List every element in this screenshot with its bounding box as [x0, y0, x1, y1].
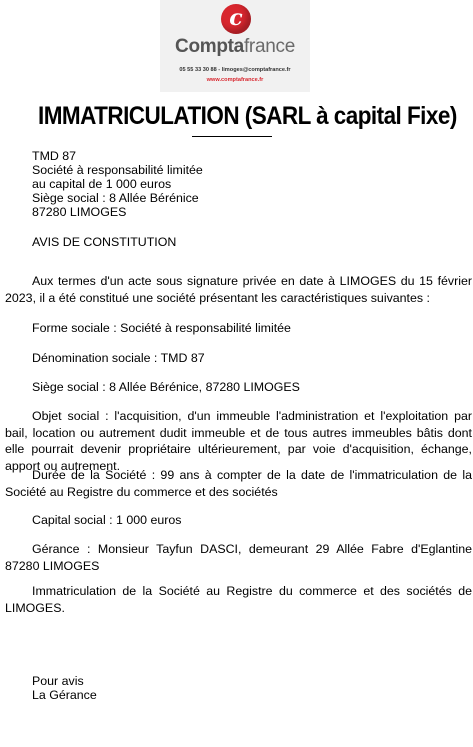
notice-heading: AVIS DE CONSTITUTION — [32, 235, 177, 249]
company-address: Siège social : 8 Allée Bérénice — [32, 191, 199, 205]
page-title: IMMATRICULATION (SARL à capital Fixe) — [38, 102, 457, 130]
paragraph-objet: Objet social : l'acquisition, d'un immeuble l'administration et l'exploitation par bail, location ou autrement dudit immeuble et de tous autres immeubles bâtis dont elle pourrait devenir propriétaire ultérieurement, par voie d'acquisition, échange, apport ou autrement. — [5, 409, 472, 473]
paragraph-denomination: Dénomination sociale : TMD 87 — [32, 351, 205, 365]
signature-gerance: La Gérance — [32, 688, 97, 702]
contact-line: 05 55 33 30 88 - limoges@comptafrance.fr — [179, 67, 291, 73]
company-form: Société à responsabilité limitée — [32, 163, 203, 177]
paragraph-duree: Durée de la Société : 99 ans à compter de la date de l'immatriculation de la Société au Registre du commerce et des sociétés — [5, 468, 472, 499]
company-capital: au capital de 1 000 euros — [32, 177, 172, 191]
company-name: TMD 87 — [32, 149, 77, 163]
paragraph-immatriculation: Immatriculation de la Société au Registre du commerce et des sociétés de LIMOGES. — [5, 584, 472, 615]
company-city: 87280 LIMOGES — [32, 205, 127, 219]
letterhead — [160, 0, 310, 92]
comptafrance-logo-icon: c — [221, 4, 251, 34]
paragraph-gerance: Gérance : Monsieur Tayfun DASCI, demeurant 29 Allée Fabre d'Eglantine 87280 LIMOGES — [5, 542, 472, 573]
title-underline — [192, 136, 272, 137]
paragraph-intro: Aux termes d'un acte sous signature privée en date à LIMOGES du 15 février 2023, il a été constitué une société présentant les caractéristiques suivantes : — [5, 274, 472, 305]
signature-pour-avis: Pour avis — [32, 674, 84, 688]
brand-name: Comptafrance — [175, 36, 295, 57]
paragraph-forme: Forme sociale : Société à responsabilité limitée — [32, 321, 291, 335]
website-link[interactable]: www.comptafrance.fr — [206, 77, 264, 83]
paragraph-capital: Capital social : 1 000 euros — [32, 513, 182, 527]
paragraph-siege: Siège social : 8 Allée Bérénice, 87280 LIMOGES — [32, 380, 300, 394]
